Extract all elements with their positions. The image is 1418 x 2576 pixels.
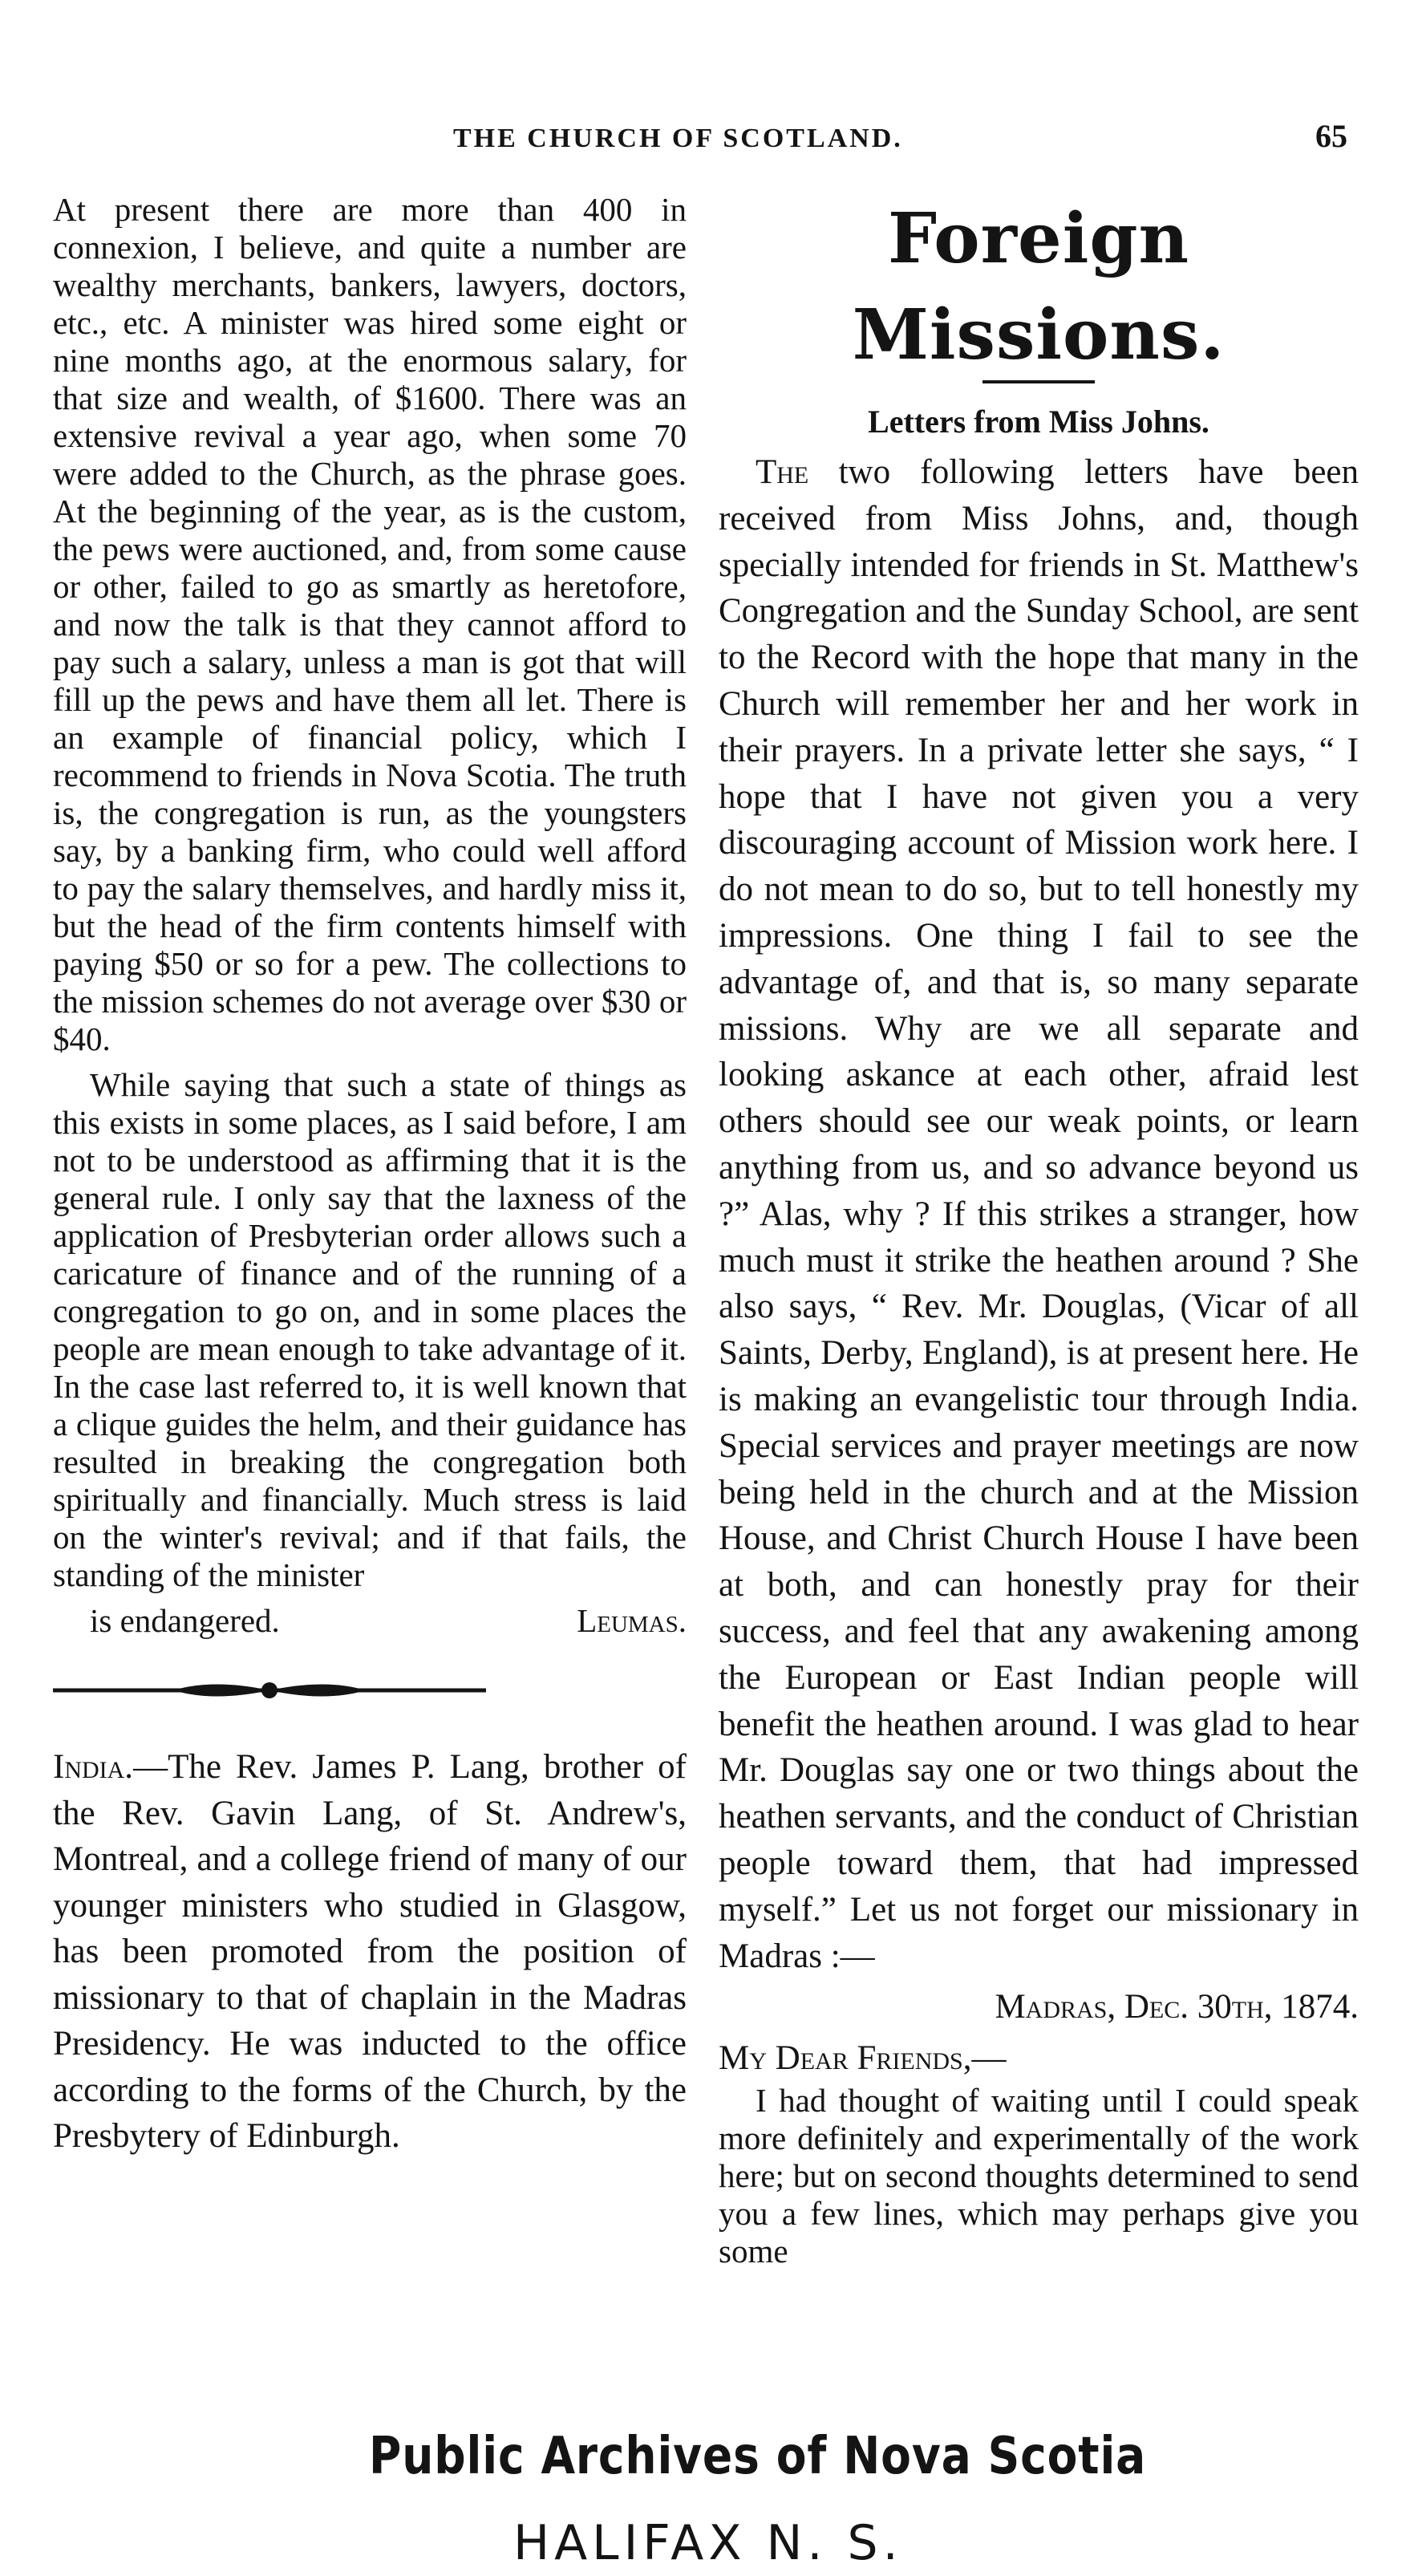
- intro-lead: The: [756, 453, 809, 491]
- india-text: —The Rev. James P. Lang, brother of the Rev. Gavin Lang, of St. Andrew's, Montreal, and a college friend of many of our younger ministers who studied in Glasgow, has been promoted from the position of missionary to that of chaplain in the Madras Presidency. He was inducted to the office according to the forms of the Church, by the Presbytery of Edinburgh.: [53, 1748, 687, 2155]
- paragraph-intro: [719, 449, 1359, 1979]
- salutation: My Dear Friends,—: [719, 2039, 1007, 2078]
- india-lead: India.: [53, 1748, 134, 1786]
- left-column: [53, 191, 687, 2160]
- signature-leumas: Leumas.: [577, 1602, 687, 1639]
- paragraph-india: [53, 1744, 687, 2160]
- subtitle-letters: Letters from Miss Johns.: [868, 404, 1209, 440]
- right-column: [719, 191, 1359, 2270]
- archive-stamp-line2: HALIFAX N. S.: [513, 2515, 903, 2571]
- margin-speck: [1251, 76, 1254, 100]
- closing-words: is endangered.: [90, 1602, 280, 1639]
- paragraph-letter: I had thought of waiting until I could speak more definitely and experimentally of the work here; but on second thoughts determined to send you a few lines, which may perhaps give you some: [719, 2081, 1359, 2270]
- intro-text: two following letters have been received from Miss Johns, and, though specially intended for friends in St. Matthew's Congregation and the Sunday School, are sent to the Record with the hope that many in the Church will remember her and her work in their prayers. In a private letter she says, “ I hope that I have not given you a very discouraging account of Mission work here. I do not mean to do so, but to tell honestly my impressions. One thing I fail to see the advantage of, and that is, so many separate missions. Why are we all separate and looking askance at each other, afraid lest others should see our weak points, or learn anything from us, and so advance beyond us ?” Alas, why ? If this strikes a stranger, how much must it strike the heathen around ? She also says, “ Rev. Mr. Douglas, (Vicar of all Saints, Derby, England), is at present here. He is making an evangelistic tour through India. Special services and prayer meetings are now being held in the church and at the Mission House, and Christ Church House I have been at both, and can honestly pray for their success, and feel that any awakening among the European or East Indian people will benefit the heathen around. I was glad to hear Mr. Douglas say one or two things about the heathen servants, and the conduct of Christian people toward them, that had impressed myself.” Let us not forget our missionary in Madras :—: [719, 453, 1359, 1975]
- archive-stamp-line1: Public Archives of Nova Scotia: [369, 2427, 1147, 2486]
- dateline: Madras, Dec. 30th, 1874.: [995, 1988, 1359, 2026]
- signature-line: [53, 1602, 687, 1640]
- running-head: THE CHURCH OF SCOTLAND.: [453, 124, 903, 153]
- paragraph-laxness: [53, 1066, 687, 1594]
- india-notice: [53, 1744, 687, 2160]
- paragraph-financial-policy: At present there are more than 400 in connexion, I believe, and quite a number are wealthy merchants, bankers, lawyers, doctors, etc., etc. A minister was hired some eight or nine months ago, at the enormous salary, for that size and wealth, of $1600. There was an extensive revival a year ago, when some 70 were added to the Church, as the phrase goes. At the beginning of the year, as is the custom, the pews were auctioned, and, from some cause or other, failed to go as smartly as heretofore, and now the talk is that they cannot afford to pay such a salary, unless a man is got that will fill up the pews and have them all let. There is an example of financial policy, which I recommend to friends in Nova Scotia. The truth is, the congregation is run, as the youngsters say, by a banking firm, who could well afford to pay the salary themselves, and hardly miss it, but the head of the firm contents himself with paying $50 or so for a pew. The collections to the mission schemes do not average over $30 or $40.: [53, 191, 687, 1057]
- page-header: [0, 114, 1418, 162]
- page-number: 65: [1315, 118, 1347, 154]
- ornamental-divider: [53, 1677, 486, 1704]
- paragraph-laxness-body: While saying that such a state of things as this exists in some places, as I said before, I am not to be understood as affirming that it is the general rule. I only say that the laxness of the application of Presbyterian order allows such a caricature of finance and of the running of a congregation to go on, and in some places the people are mean enough to take advantage of it. In the case last referred to, it is well known that a clique guides the helm, and their guidance has resulted in breaking the congregation both spiritually and financially. Much stress is laid on the winter's revival; and if that fails, the standing of the minister: [53, 1066, 687, 1593]
- section-title-foreign-missions: Foreign Missions.: [852, 198, 1226, 375]
